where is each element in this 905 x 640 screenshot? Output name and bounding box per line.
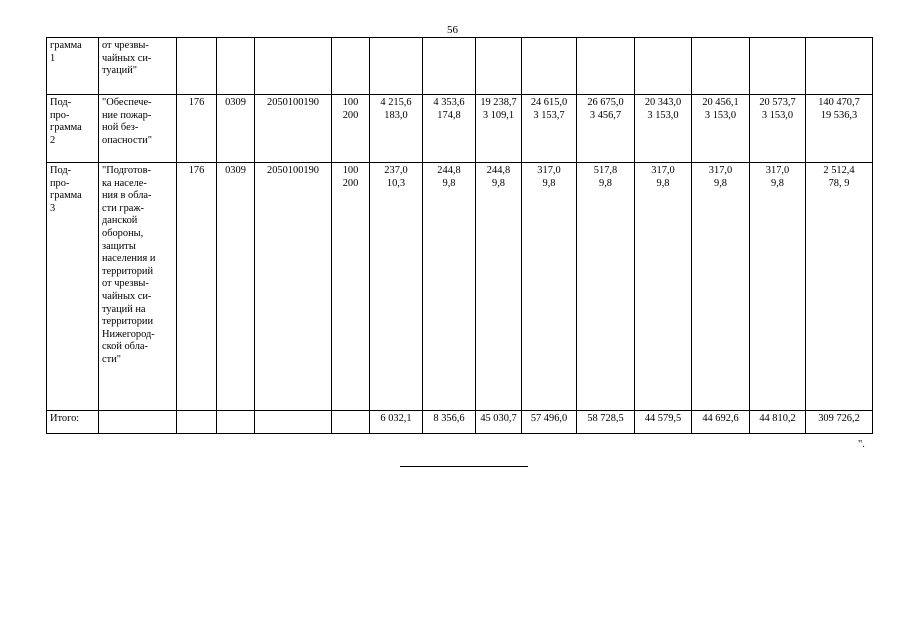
- cell-line: 317,0: [708, 165, 733, 176]
- cell-line: ной без-: [102, 122, 139, 134]
- cell-line: защиты: [102, 240, 136, 252]
- amount-cell: [806, 163, 873, 411]
- expense-type-cell: [332, 163, 370, 411]
- total-row: [47, 411, 873, 434]
- amount-cell: [750, 163, 806, 411]
- cell-line: 78, 9: [828, 177, 850, 189]
- empty-cell: [332, 411, 370, 434]
- footer-rule: [400, 466, 528, 467]
- total-amount-cell: 44 692,6: [692, 411, 750, 434]
- program-label-cell: [47, 95, 99, 163]
- cell-line: "Подготов-: [102, 165, 151, 176]
- amount-cell: [423, 38, 476, 95]
- cell-line: чайных си-: [102, 52, 152, 64]
- cell-line: 517,8: [593, 165, 618, 176]
- cell-line: 237,0: [384, 165, 408, 176]
- amount-cell: [476, 163, 522, 411]
- cell-line: чайных си-: [102, 290, 152, 302]
- total-label-cell: Итого:: [47, 411, 99, 434]
- amount-cell: [370, 38, 423, 95]
- cell-line: 317,0: [651, 165, 675, 176]
- amount-cell: [423, 95, 476, 163]
- cell-line: 4 215,6: [380, 97, 412, 108]
- cell-line: ния в обла-: [102, 190, 152, 202]
- cell-line: ка населе-: [102, 177, 147, 189]
- table-row: [47, 95, 873, 163]
- cell-line: 9,8: [542, 177, 556, 189]
- cell-line: 20 343,0: [644, 97, 682, 108]
- table-body: [47, 38, 873, 434]
- amount-cell: [370, 163, 423, 411]
- section-code-cell: 0309: [217, 163, 255, 411]
- total-amount-cell: 309 726,2: [806, 411, 873, 434]
- page-number: 56: [447, 24, 458, 36]
- amount-cell: [635, 163, 692, 411]
- cell-line: "Обеспече-: [102, 97, 152, 108]
- cell-line: от чрезвы-: [102, 278, 149, 290]
- cell-line: про-: [50, 177, 70, 189]
- cell-line: 3 456,7: [589, 109, 622, 121]
- cell-line: территории: [102, 316, 154, 328]
- target-code-cell: [255, 38, 332, 95]
- cell-line: 3 153,0: [704, 109, 737, 121]
- cell-line: туаций на: [102, 303, 146, 315]
- cell-line: территорий: [102, 265, 154, 277]
- amount-cell: [522, 163, 577, 411]
- empty-cell: [99, 411, 177, 434]
- target-code-cell: 2050100190: [255, 95, 332, 163]
- total-amount-cell: 8 356,6: [423, 411, 476, 434]
- cell-line: ской обла-: [102, 341, 148, 353]
- cell-line: 140 470,7: [818, 97, 860, 108]
- amount-cell: [522, 38, 577, 95]
- cell-line: Под-: [50, 165, 72, 176]
- cell-line: 317,0: [537, 165, 561, 176]
- total-amount-cell: 58 728,5: [577, 411, 635, 434]
- amount-cell: [750, 95, 806, 163]
- amount-cell: [750, 38, 806, 95]
- cell-line: Под-: [50, 97, 72, 108]
- budget-table: [46, 37, 873, 434]
- total-amount-cell: 57 496,0: [522, 411, 577, 434]
- amount-cell: [806, 95, 873, 163]
- cell-line: 9,8: [599, 177, 612, 189]
- expense-type-cell: [332, 95, 370, 163]
- program-name-cell: [99, 95, 177, 163]
- table-row: [47, 38, 873, 95]
- amount-cell: [635, 38, 692, 95]
- empty-cell: [255, 411, 332, 434]
- cell-line: 200: [342, 109, 359, 121]
- cell-line: 2: [50, 134, 56, 146]
- cell-line: грамма: [50, 122, 82, 134]
- cell-line: 9,8: [771, 177, 784, 189]
- amount-cell: [522, 95, 577, 163]
- section-code-cell: [217, 38, 255, 95]
- amount-cell: [423, 163, 476, 411]
- cell-line: Нижегород-: [102, 328, 155, 340]
- cell-line: 3 153,0: [647, 109, 679, 121]
- cell-line: 244,8: [437, 165, 461, 176]
- cell-line: опасности": [102, 134, 152, 146]
- cell-line: 3 109,1: [482, 109, 515, 121]
- cell-line: 9,8: [656, 177, 670, 189]
- cell-line: 174,8: [437, 109, 461, 121]
- section-code-cell: 0309: [217, 95, 255, 163]
- cell-line: 317,0: [765, 165, 790, 176]
- cell-line: 9,8: [442, 177, 456, 189]
- total-amount-cell: 44 810,2: [750, 411, 806, 434]
- cell-line: 3 153,7: [533, 109, 565, 121]
- cell-line: данской: [102, 215, 138, 227]
- cell-line: 26 675,0: [587, 97, 624, 108]
- cell-line: населения и: [102, 253, 156, 265]
- empty-cell: [217, 411, 255, 434]
- ministry-code-cell: [177, 38, 217, 95]
- empty-cell: [177, 411, 217, 434]
- amount-cell: [577, 163, 635, 411]
- cell-line: про-: [50, 109, 70, 121]
- total-amount-cell: 44 579,5: [635, 411, 692, 434]
- cell-line: обороны,: [102, 227, 144, 239]
- program-name-cell: [99, 38, 177, 95]
- cell-line: 19 238,7: [480, 97, 517, 108]
- cell-line: 3 153,0: [761, 109, 794, 121]
- cell-line: 1: [50, 52, 56, 64]
- cell-line: 200: [342, 177, 359, 189]
- cell-line: 244,8: [486, 165, 511, 176]
- cell-line: 183,0: [384, 109, 408, 121]
- ministry-code-cell: 176: [177, 95, 217, 163]
- amount-cell: [692, 38, 750, 95]
- target-code-cell: 2050100190: [255, 163, 332, 411]
- cell-line: 20 456,1: [702, 97, 739, 108]
- program-label-cell: [47, 38, 99, 95]
- amount-cell: [577, 38, 635, 95]
- amount-cell: [577, 95, 635, 163]
- expense-type-cell: [332, 38, 370, 95]
- cell-line: 3: [50, 202, 56, 214]
- amount-cell: [692, 95, 750, 163]
- program-name-cell: [99, 163, 177, 411]
- amount-cell: [370, 95, 423, 163]
- cell-line: от чрезвы-: [102, 40, 149, 51]
- cell-line: 24 615,0: [530, 97, 568, 108]
- amount-cell: [692, 163, 750, 411]
- cell-line: грамма: [50, 40, 82, 51]
- cell-line: сти граж-: [102, 202, 145, 214]
- amount-cell: [476, 95, 522, 163]
- cell-line: сти": [102, 353, 121, 365]
- closing-quote: ".: [858, 439, 865, 450]
- cell-line: ние пожар-: [102, 109, 152, 121]
- cell-line: 9,8: [714, 177, 727, 189]
- cell-line: 9,8: [492, 177, 505, 189]
- amount-cell: [476, 38, 522, 95]
- total-amount-cell: 6 032,1: [370, 411, 423, 434]
- amount-cell: [806, 38, 873, 95]
- cell-line: 100: [342, 97, 359, 108]
- cell-line: 4 353,6: [433, 97, 465, 108]
- cell-line: 100: [342, 165, 359, 176]
- total-amount-cell: 45 030,7: [476, 411, 522, 434]
- cell-line: 10,3: [386, 177, 406, 189]
- program-label-cell: [47, 163, 99, 411]
- cell-line: туаций": [102, 65, 137, 77]
- amount-cell: [635, 95, 692, 163]
- cell-line: грамма: [50, 190, 82, 202]
- ministry-code-cell: 176: [177, 163, 217, 411]
- cell-line: 20 573,7: [759, 97, 796, 108]
- cell-line: 2 512,4: [823, 165, 855, 176]
- table-row: [47, 163, 873, 411]
- cell-line: 19 536,3: [820, 109, 858, 121]
